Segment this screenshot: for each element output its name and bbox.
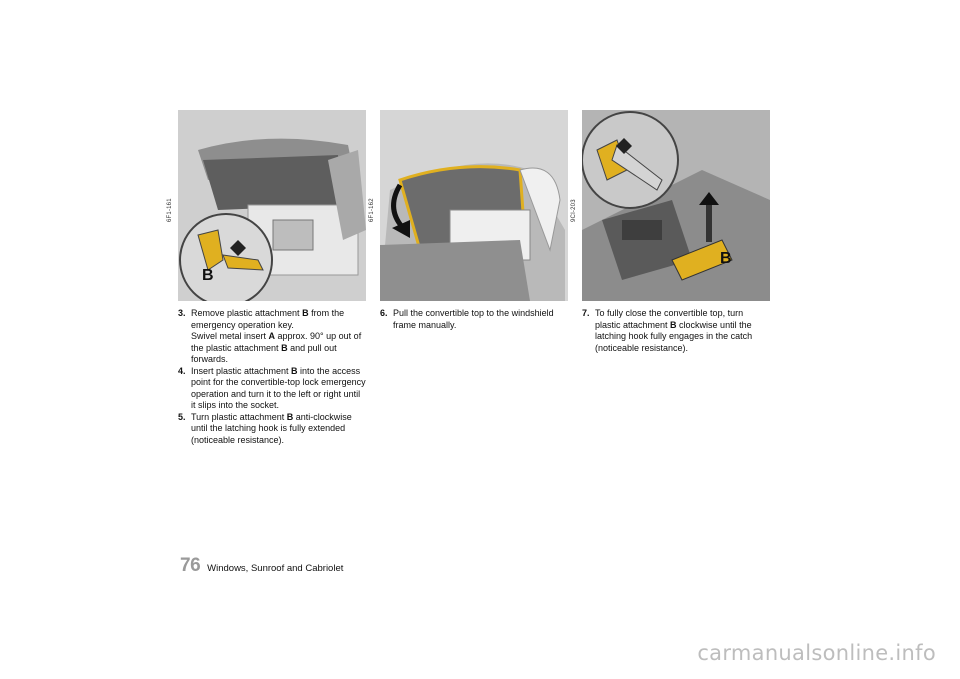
figure-2-illustration (380, 110, 568, 301)
figure-1-convertible-top-emergency (178, 110, 366, 301)
figure-3-close-top (582, 110, 770, 301)
step-number: 6. (380, 308, 388, 318)
figure-1-callout-b: B (202, 267, 214, 284)
step-text: Turn plastic attachment B anti-clockwise until the latching hook is fully extended (noticeable resistance). (191, 411, 352, 445)
step-5 (178, 412, 366, 447)
figure-3-illustration (582, 110, 770, 301)
column-3 (571, 110, 770, 354)
column-1 (167, 110, 366, 446)
steps-list-3 (582, 308, 770, 354)
step-text: Insert plastic attachment B into the access point for the convertible-top lock emergency operation and turn it to the left or right until it slips into the socket. (191, 365, 366, 410)
step-number: 4. (178, 365, 186, 376)
step-number: 7. (582, 308, 590, 318)
steps-list-2 (380, 308, 568, 331)
step-6 (380, 308, 568, 331)
step-7 (582, 308, 770, 354)
page-footer (180, 555, 343, 577)
step-text: Remove plastic attachment B from the emergency operation key. Swivel metal insert A approx. 90° up out of the plastic attachment B and pull out forwards. (191, 308, 362, 364)
column-2 (369, 110, 568, 331)
figure-code-3: 9CI-203 (571, 199, 577, 222)
step-4 (178, 366, 366, 412)
figure-2-pull-top (380, 110, 568, 301)
step-number: 3. (178, 308, 186, 318)
step-text: To fully close the convertible top, turn plastic attachment B clockwise until the latching hook fully engages in the catch (noticeable resistance). (595, 308, 753, 353)
figure-code-1: 6F1-161 (167, 198, 173, 222)
page-number: 76 (180, 555, 201, 576)
figure-3-callout-b: B (720, 250, 732, 267)
steps-list-1 (178, 308, 366, 446)
watermark: carmanualsonline.info (697, 641, 936, 665)
step-3 (178, 308, 366, 366)
section-title: Windows, Sunroof and Cabriolet (207, 563, 344, 574)
step-text: Pull the convertible top to the windshield frame manually. (393, 308, 554, 330)
figure-code-2: 6F1-162 (369, 198, 375, 222)
step-number: 5. (178, 411, 186, 422)
